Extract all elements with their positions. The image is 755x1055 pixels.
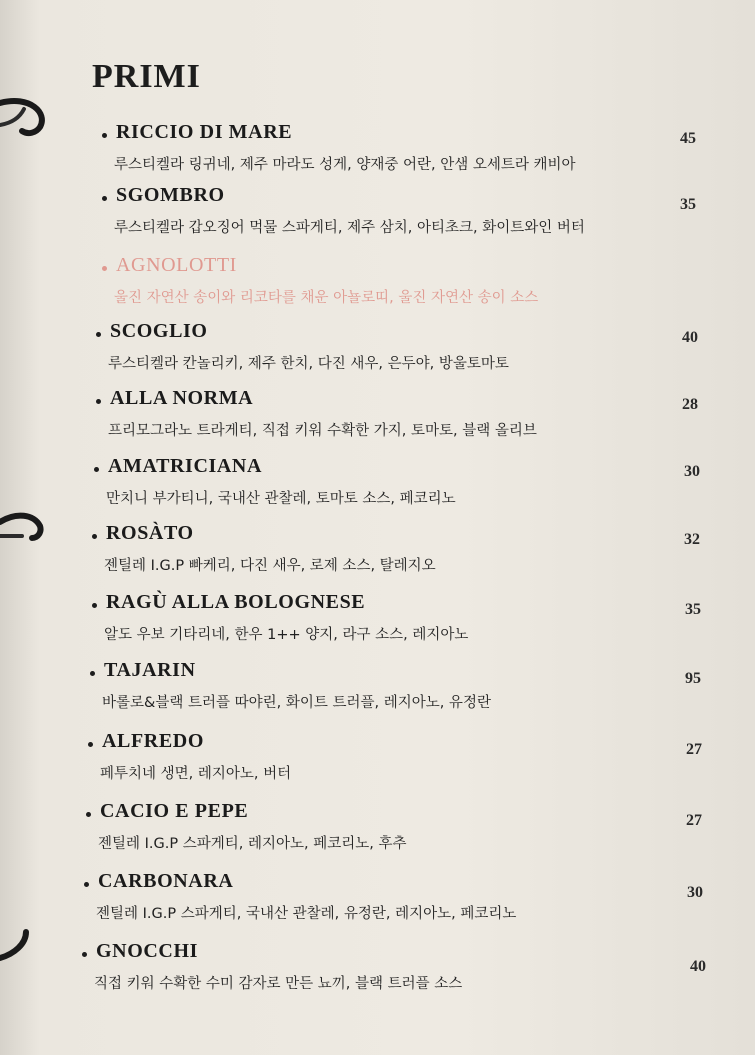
bullet-icon [102,196,107,201]
bullet-icon [92,534,97,539]
bullet-icon [86,812,91,817]
menu-item-name: ALFREDO [102,730,204,752]
menu-item [92,522,755,594]
menu-item [84,870,755,942]
menu-item-description: 프리모그라노 트라게티, 직접 키워 수확한 가지, 토마토, 블랙 올리브 [108,423,537,439]
bullet-icon [94,467,99,472]
menu-item-price: 40 [682,329,698,346]
menu-item-description: 젠틸레 I.G.P 빠케리, 다진 새우, 로제 소스, 탈레지오 [104,558,436,574]
menu-item-price: 35 [685,601,701,618]
menu-item [94,455,755,527]
menu-item-name: TAJARIN [104,659,196,681]
menu-item-description: 루스티켈라 링귀네, 제주 마라도 성게, 양재중 어란, 안샘 오세트라 캐비아 [114,157,576,173]
menu-item-name: ROSÀTO [106,522,194,544]
menu-item-description: 젠틸레 I.G.P 스파게티, 레지아노, 페코리노, 후추 [98,836,407,852]
menu-item-description: 루스티켈라 칸놀리키, 제주 한치, 다진 새우, 은두야, 방울토마토 [108,356,509,372]
bullet-icon [84,882,89,887]
menu-item-price: 30 [684,463,700,480]
menu-item-price: 28 [682,396,698,413]
menu-item-name: GNOCCHI [96,940,198,962]
menu-item-description: 페투치네 생면, 레지아노, 버터 [100,766,292,782]
bullet-icon [96,332,101,337]
menu-item [102,254,755,326]
bullet-icon [96,399,101,404]
menu-item [96,320,755,392]
menu-item [96,387,755,459]
menu-item-name: AGNOLOTTI [116,254,237,276]
section-title: PRIMI [92,58,201,95]
menu-item-name: SGOMBRO [116,184,225,206]
menu-item [88,730,755,802]
menu-item-name: RAGÙ ALLA BOLOGNESE [106,591,366,613]
menu-item [92,591,755,663]
menu-item-description: 알도 우보 기타리네, 한우 1++ 양지, 라구 소스, 레지아노 [104,627,469,643]
menu-item [82,940,755,1012]
menu-item-description: 만치니 부가티니, 국내산 관찰레, 토마토 소스, 페코리노 [106,491,456,507]
bullet-icon [88,742,93,747]
menu-item-name: ALLA NORMA [110,387,254,409]
menu-item-name: CARBONARA [98,870,234,892]
menu-item-price: 32 [684,531,700,548]
menu-item-name: SCOGLIO [110,320,208,342]
menu-item-name: AMATRICIANA [108,455,263,477]
menu-item [86,800,755,872]
menu-item-description: 바롤로&블랙 트러플 따야린, 화이트 트러플, 레지아노, 유정란 [102,695,491,711]
menu-item-description: 젠틸레 I.G.P 스파게티, 국내산 관찰레, 유정란, 레지아노, 페코리노 [96,906,517,922]
menu-item [102,184,755,256]
bullet-icon [92,603,97,608]
menu-item-name: RICCIO DI MARE [116,121,293,143]
menu-item-price: 35 [680,196,696,213]
menu-item-description: 루스티켈라 갑오징어 먹물 스파게티, 제주 삼치, 아티초크, 화이트와인 버터 [114,220,585,236]
menu-item [90,659,755,731]
menu-item-price: 27 [686,741,702,758]
bullet-icon [102,266,107,271]
bullet-icon [82,952,87,957]
menu-item-price: 40 [690,958,706,975]
bullet-icon [102,133,107,138]
menu-item-description: 직접 키워 수확한 수미 감자로 만든 뇨끼, 블랙 트러플 소스 [94,976,463,992]
menu-item-price: 95 [685,670,701,687]
menu-item-price: 30 [687,884,703,901]
bullet-icon [90,671,95,676]
menu-item-name: CACIO E PEPE [100,800,249,822]
menu-item-description: 울진 자연산 송이와 리코타를 채운 아뇰로띠, 울진 자연산 송이 소스 [114,290,539,306]
menu-item-price: 27 [686,812,702,829]
menu-item-price: 45 [680,130,696,147]
